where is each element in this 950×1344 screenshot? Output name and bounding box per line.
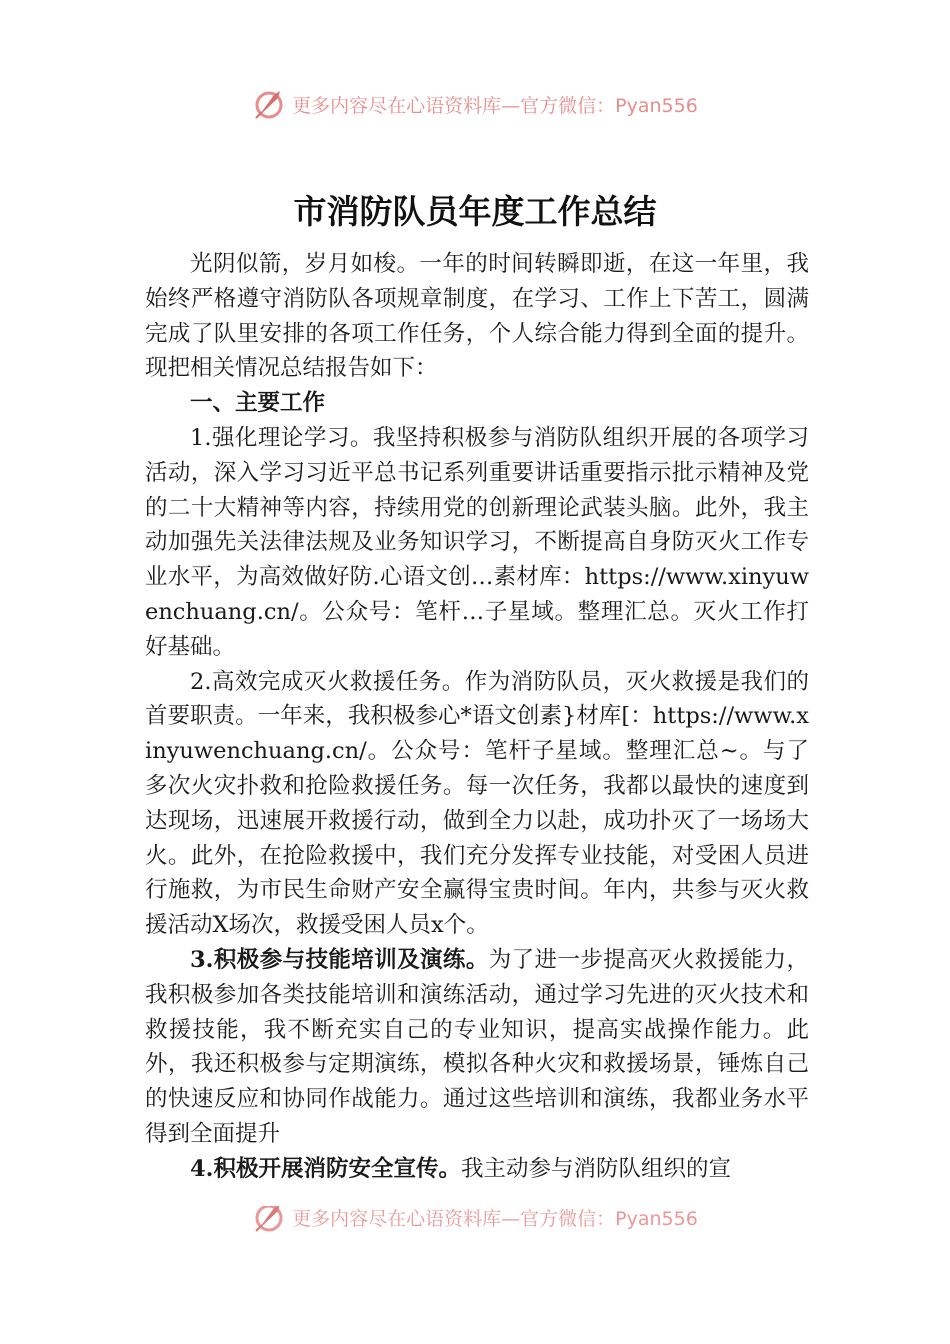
page-title: 市消防队员年度工作总结 bbox=[293, 192, 657, 231]
watermark-text: 更多内容尽在心语资料库—官方微信：Pyan556 bbox=[292, 1207, 698, 1230]
quill-logo-icon bbox=[252, 87, 286, 121]
document-body bbox=[145, 247, 809, 1187]
watermark-text: 更多内容尽在心语资料库—官方微信：Pyan556 bbox=[292, 94, 698, 117]
paragraph-item-1: 1.强化理论学习。我坚持积极参与消防队组织开展的各项学习活动，深入学习习近平总书记系列重要讲话重要指示批示精神及党的二十大精神等内容，持续用党的创新理论武装头脑。此外，我主动加强先关法律法规及业务知识学习，不断提高自身防灭火工作专业水平，为高效做好防.心语文创…素材库：https://www.xinyuwenchuang.cn/。公众号：笔杆…子星域。整理汇总。灭火工作打好基础。 bbox=[145, 424, 809, 660]
item-lead: 3.积极参与技能培训及演练。 bbox=[190, 946, 489, 973]
paragraph-item-3: 3.积极参与技能培训及演练。为了进一步提高灭火救援能力，我积极参加各类技能培训和演练活动，通过学习先进的灭火技术和救援技能，我不断充实自己的专业知识，提高实战操作能力。此外，我还积极参与定期演练，模拟各种火灾和救援场景，锤炼自己的快速反应和协同作战能力。通过这些培训和演练，我都业务水平得到全面提升 bbox=[145, 946, 809, 1147]
header-watermark bbox=[0, 84, 950, 124]
paragraph-item-4: 4.积极开展消防安全宣传。我主动参与消防队组织的宣 bbox=[190, 1155, 732, 1182]
intro-paragraph: 光阴似箭，岁月如梭。一年的时间转瞬即逝，在这一年里，我始终严格遵守消防队各项规章制度，在学习、工作上下苦工，圆满完成了队里安排的各项工作任务，个人综合能力得到全面的提升。现把相关情况总结报告如下： bbox=[145, 251, 809, 382]
url-text: https://www.xinyuwenchuang.cn/ bbox=[145, 564, 809, 625]
quill-logo-icon bbox=[252, 1206, 286, 1234]
item-lead: 4.积极开展消防安全宣传。 bbox=[190, 1155, 461, 1182]
section-heading: 一、主要工作 bbox=[190, 390, 326, 417]
footer-watermark bbox=[0, 1206, 950, 1242]
url-text: https://www.xinyuwenchuang.cn/ bbox=[145, 703, 809, 765]
paragraph-item-2: 2.高效完成灭火救援任务。作为消防队员，灭火救援是我们的首要职责。一年来，我积极参心*语文创素}材库[：https://www.xinyuwenchuang.cn/。公众号：笔杆子星域。整理汇总~。与了多次火灾扑救和抢险救援任务。每一次任务，我都以最快的速度到达现场，迅速展开救援行动，做到全力以赴，成功扑灭了一场场大火。此外，在抢险救援中，我们充分发挥专业技能，对受困人员进行施救，为市民生命财产安全赢得宝贵时间。年内，共参与灭火救援活动X场次，救援受困人员x个。 bbox=[145, 668, 809, 939]
